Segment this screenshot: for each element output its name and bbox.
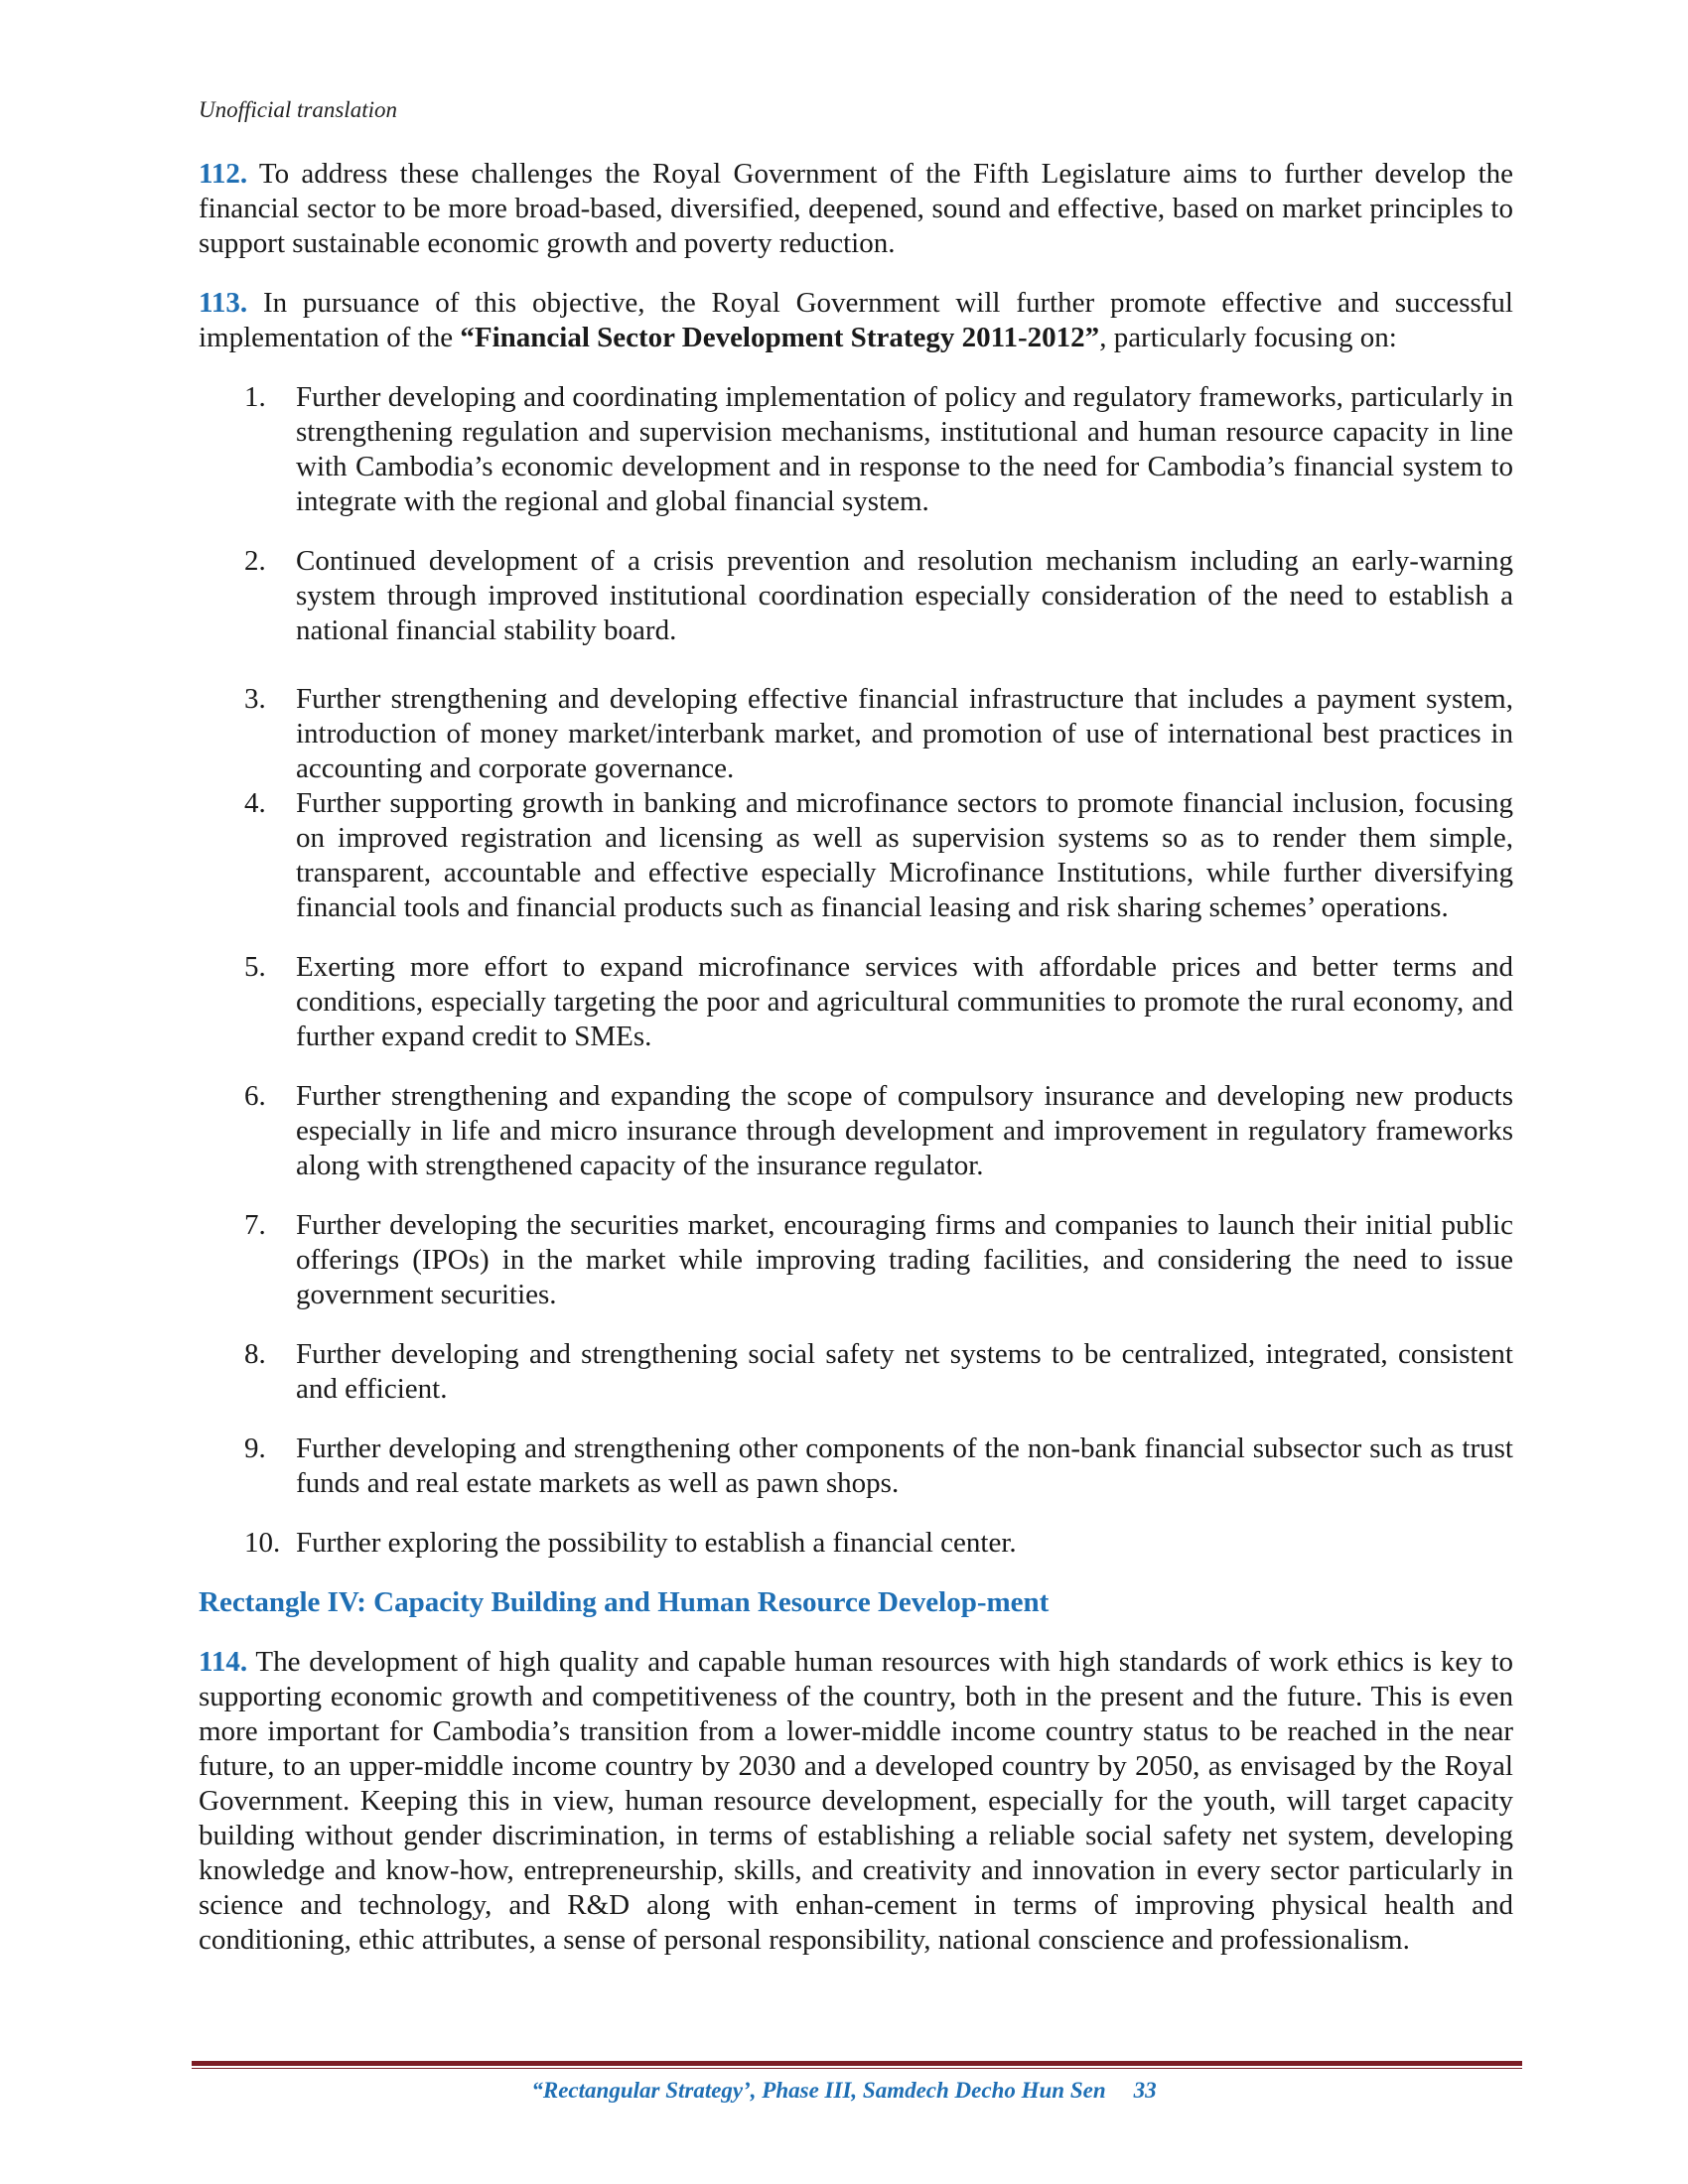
list-item-text: Further exploring the possibility to establish a financial center. [296,1527,1017,1559]
list-item-text: Further developing and strengthening social safety net systems to be centralized, integrated, consistent and efficient. [296,1338,1513,1405]
paragraph-number: 113. [199,287,248,319]
page-content [199,157,1513,1982]
footer-text: “Rectangular Strategy’, Phase III, Samdech Decho Hun Sen [531,2078,1106,2103]
list-item [199,786,1513,925]
paragraph-text: The development of high quality and capable human resources with high standards of work ethics is key to supporting economic growth and competitiveness of the country, both in the present and the future. This is even more important for Cambodia’s transition from a lower-middle income country status to be reached in the near future, to an upper-middle income country by 2030 and a developed country by 2050, as envisaged by the Royal Government. Keeping this in view, human resource development, especially for the youth, will target capacity building without gender discrimination, in terms of establishing a reliable social safety net system, developing knowledge and know-how, entrepreneurship, skills, and creativity and innovation in every sector particularly in science and technology, and R&D along with enhan-cement in terms of improving physical health and conditioning, ethic attributes, a sense of personal responsibility, national conscience and professionalism. [199,1646,1513,1956]
list-number: 3. [244,683,266,715]
page-number: 33 [1133,2078,1157,2103]
list-number: 5. [244,951,266,983]
list-number: 4. [244,787,266,819]
list-item [199,1079,1513,1183]
list-item [199,1432,1513,1501]
list-item [199,544,1513,648]
paragraph-text: To address these challenges the Royal Government of the Fifth Legislature aims to further develop the financial sector to be more broad-based, diversified, deepened, sound and effective, based on market principles to support sustainable economic growth and poverty reduction. [199,158,1513,259]
paragraph-112 [199,157,1513,261]
footer-rule-thin [192,2068,1522,2069]
list-number: 2. [244,545,266,577]
paragraph-number: 112. [199,158,248,190]
paragraph-number: 114. [199,1646,248,1678]
paragraph-114 [199,1645,1513,1958]
list-number: 7. [244,1209,266,1241]
list-item-text: Further developing and strengthening other components of the non-bank financial subsector such as trust funds and real estate markets as well as pawn shops. [296,1433,1513,1499]
list-item-text: Further developing the securities market, encouraging firms and companies to launch their initial public offerings (IPOs) in the market while improving trading facilities, and considering the need to issue government securities. [296,1209,1513,1310]
list-item-text: Further strengthening and developing effective financial infrastructure that includes a payment system, introduction of money market/interbank market, and promotion of use of international best practices in accounting and corporate governance. [296,683,1513,784]
list-item [199,380,1513,519]
strategy-title: “Financial Sector Development Strategy 2011-2012” [460,322,1100,353]
list-number: 9. [244,1433,266,1464]
unofficial-translation-note: Unofficial translation [199,97,397,122]
list-number: 10. [244,1527,281,1559]
paragraph-113 [199,286,1513,355]
list-number: 8. [244,1338,266,1370]
list-item-text: Further supporting growth in banking and microfinance sectors to promote financial inclusion, focusing on improved registration and licensing as well as supervision systems so as to render them simple, transparent, accountable and effective especially Microfinance Institutions, while further diversifying financial tools and financial products such as financial leasing and risk sharing schemes’ operations. [296,787,1513,923]
list-item-text: Further developing and coordinating implementation of policy and regulatory frameworks, particularly in strengthening regulation and supervision mechanisms, institutional and human resource capacity in line with Cambodia’s economic development and in response to the need for Cambodia’s financial system to integrate with the regional and global financial system. [296,381,1513,517]
list-item [199,1337,1513,1407]
list-item-text: Continued development of a crisis prevention and resolution mechanism including an early-warning system through improved institutional coordination especially consideration of the need to establish a national financial stability board. [296,545,1513,646]
list-item [199,950,1513,1054]
paragraph-text: In pursuance of this objective, the Royal Government will further promote effective and successful implementation of the [199,287,1513,353]
footer-rule [192,2061,1522,2066]
list-item [199,682,1513,786]
list-number: 1. [244,381,266,413]
list-item-text: Exerting more effort to expand microfinance services with affordable prices and better terms and conditions, especially targeting the poor and agricultural communities to promote the rural economy, and further expand credit to SMEs. [296,951,1513,1052]
list-number: 6. [244,1080,266,1112]
list-item [199,1208,1513,1312]
focus-list [199,380,1513,1561]
paragraph-text: , particularly focusing on: [1099,322,1397,353]
list-item-text: Further strengthening and expanding the scope of compulsory insurance and developing new products especially in life and micro insurance through development and improvement in regulatory frameworks along with strengthened capacity of the insurance regulator. [296,1080,1513,1181]
list-item [199,1526,1513,1561]
section-heading: Rectangle IV: Capacity Building and Human Resource Develop-ment [199,1586,1050,1618]
page-footer [0,2078,1688,2104]
